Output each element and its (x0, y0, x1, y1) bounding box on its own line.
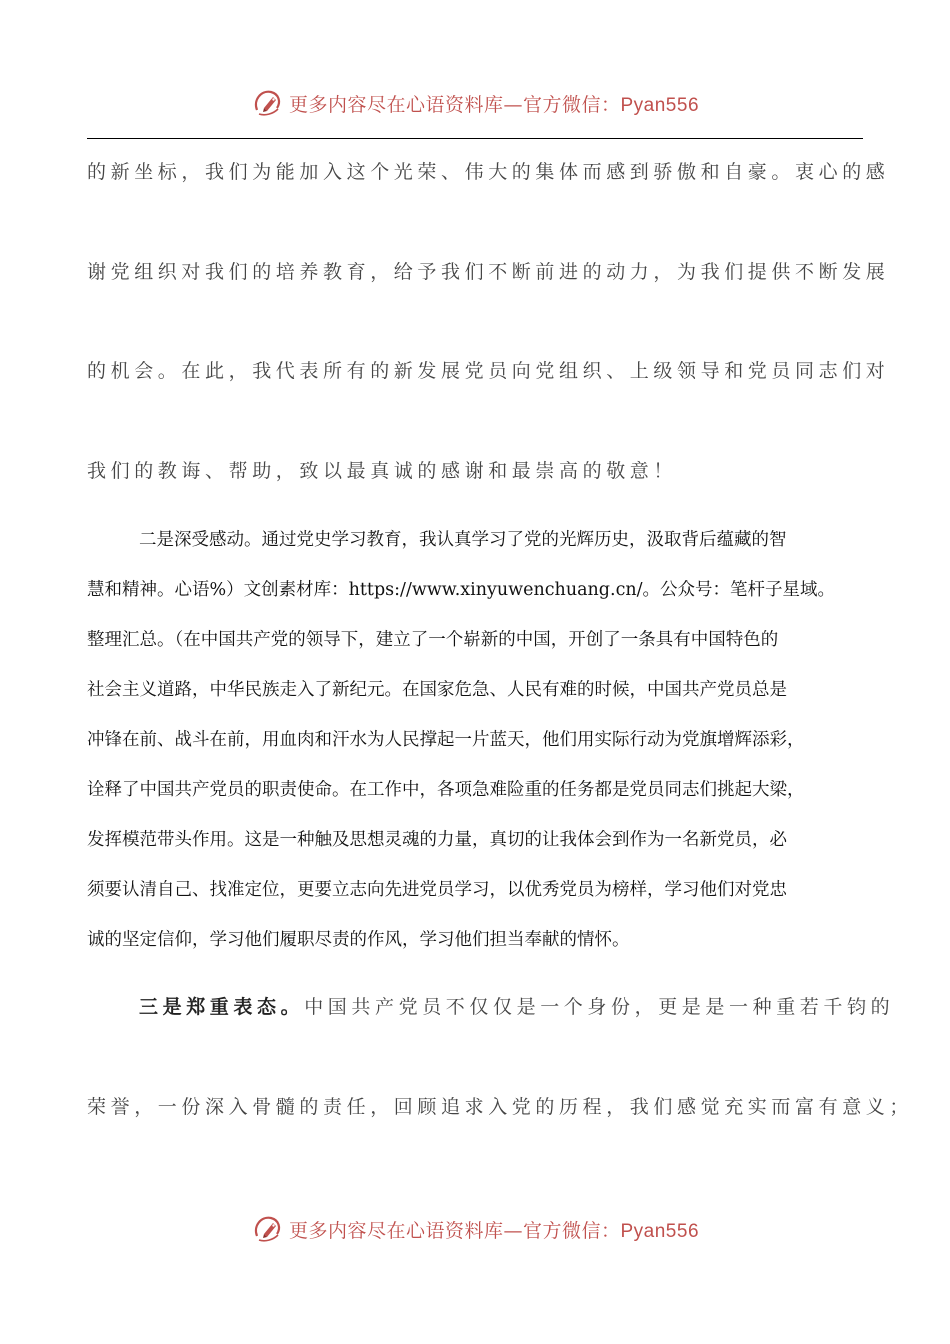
paragraph-3-lead: 三是郑重表态。 (139, 996, 305, 1018)
paragraph-2-line-5: 冲锋在前、战斗在前，用血肉和汗水为人民撑起一片蓝天，他们用实际行动为党旗增辉添彩， (87, 730, 805, 750)
page-footer-brand (0, 1209, 950, 1249)
paragraph-1-line-3: 的机会。在此，我代表所有的新发展党员向党组织、上级领导和党员同志们对 (87, 360, 890, 382)
paragraph-1-line-4: 我们的教诲、帮助，致以最真诚的感谢和最崇高的敬意！ (87, 460, 678, 482)
footer-brand-tagline (289, 1216, 699, 1243)
paragraph-3-line-2: 荣誉，一份深入骨髓的责任，回顾追求入党的历程，我们感觉充实而富有意义； (87, 1096, 914, 1118)
page-header-brand (0, 83, 950, 123)
paragraph-2-line-4: 社会主义道路，中华民族走入了新纪元。在国家危急、人民有难的时候，中国共产党员总是 (87, 680, 787, 700)
paragraph-2-line-1: 二是深受感动。通过党史学习教育，我认真学习了党的光辉历史，汲取背后蕴藏的智 (139, 530, 787, 550)
header-divider (87, 138, 863, 139)
paragraph-1-line-2: 谢党组织对我们的培养教育，给予我们不断前进的动力，为我们提供不断发展 (87, 261, 890, 283)
brand-main-text: 更多内容尽在心语资料库 (288, 93, 504, 116)
paragraph-3-line-1 (87, 992, 919, 1022)
footer-brand-wechat-label: 官方微信： (522, 1219, 621, 1242)
brand-wechat-label: 官方微信： (522, 93, 621, 116)
paragraph-1-line-1: 的新坐标，我们为能加入这个光荣、伟大的集体而感到骄傲和自豪。衷心的感 (87, 161, 890, 183)
paragraph-2-line-2: 慧和精神。心语%）文创素材库：https://www.xinyuwenchuang.cn/。公众号：笔杆子星域。 (87, 580, 836, 600)
paragraph-3-line-1-rest: 中国共产党员不仅仅是一个身份，更是是一种重若千钧的 (304, 996, 895, 1018)
pen-nib-swirl-icon (251, 86, 285, 120)
footer-brand-wechat-id: Pyan556 (620, 1220, 700, 1242)
paragraph-2-line-6: 诠释了中国共产党员的职责使命。在工作中，各项急难险重的任务都是党员同志们挑起大梁， (87, 780, 805, 800)
paragraph-2-line-7: 发挥模范带头作用。这是一种触及思想灵魂的力量，真切的让我体会到作为一名新党员，必 (87, 830, 787, 850)
paragraph-2-line-3: 整理汇总。（在中国共产党的领导下，建立了一个崭新的中国，开创了一条具有中国特色的 (87, 630, 779, 650)
footer-brand-separator: — (503, 1219, 523, 1242)
brand-tagline (289, 90, 699, 117)
brand-separator: — (503, 93, 523, 116)
footer-brand-main-text: 更多内容尽在心语资料库 (288, 1219, 504, 1242)
paragraph-2-line-8: 须要认清自己、找准定位，更要立志向先进党员学习，以优秀党员为榜样，学习他们对党忠 (87, 880, 787, 900)
pen-nib-swirl-icon (251, 1212, 285, 1246)
brand-wechat-id: Pyan556 (620, 94, 700, 116)
paragraph-2-line-9: 诚的坚定信仰，学习他们履职尽责的作风，学习他们担当奉献的情怀。 (87, 930, 630, 950)
